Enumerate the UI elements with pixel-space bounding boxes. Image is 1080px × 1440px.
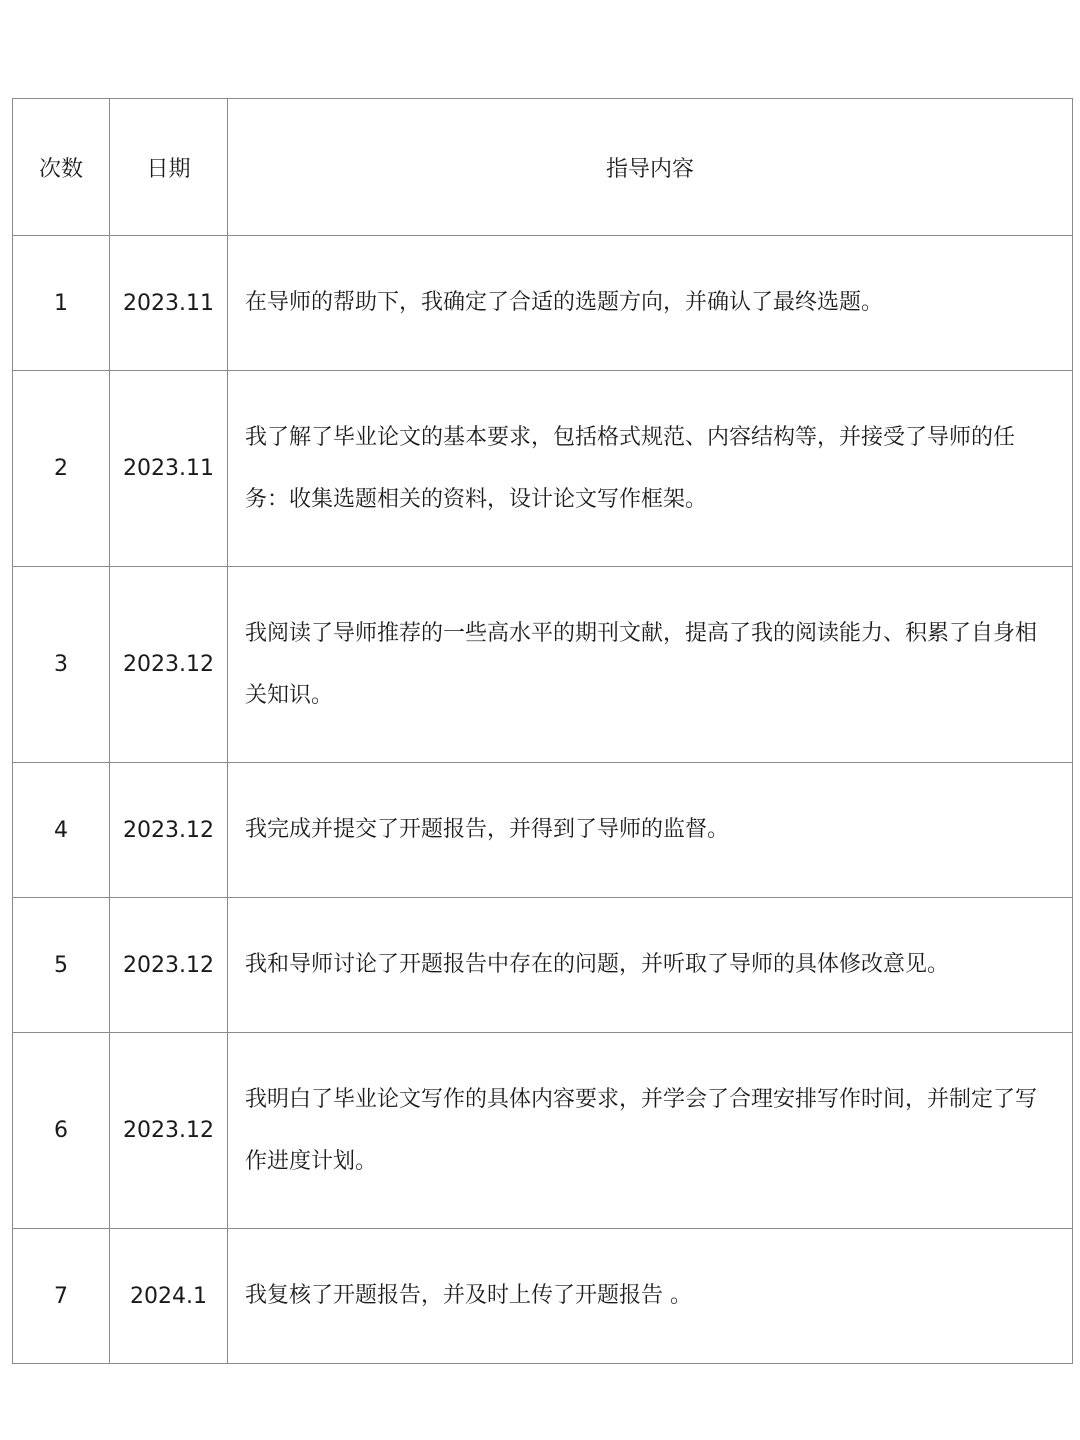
row-index: 6 [13, 1033, 110, 1229]
table-row [13, 763, 1073, 898]
table-row [13, 898, 1073, 1033]
row-index: 1 [13, 236, 110, 371]
row-index: 4 [13, 763, 110, 898]
row-content: 我和导师讨论了开题报告中存在的问题，并听取了导师的具体修改意见。 [228, 898, 1073, 1033]
row-index: 2 [13, 371, 110, 567]
row-date: 2023.12 [110, 898, 228, 1033]
header-index: 次数 [13, 99, 110, 236]
header-date: 日期 [110, 99, 228, 236]
row-index: 5 [13, 898, 110, 1033]
row-date: 2023.12 [110, 567, 228, 763]
row-date: 2023.12 [110, 763, 228, 898]
table-header-row [13, 99, 1073, 236]
table-row [13, 1033, 1073, 1229]
row-date: 2023.11 [110, 236, 228, 371]
table-row [13, 1229, 1073, 1364]
row-index: 3 [13, 567, 110, 763]
row-date: 2023.12 [110, 1033, 228, 1229]
row-content: 我完成并提交了开题报告，并得到了导师的监督。 [228, 763, 1073, 898]
row-index: 7 [13, 1229, 110, 1364]
row-content: 在导师的帮助下，我确定了合适的选题方向，并确认了最终选题。 [228, 236, 1073, 371]
row-date: 2024.1 [110, 1229, 228, 1364]
table-row [13, 236, 1073, 371]
row-content: 我复核了开题报告，并及时上传了开题报告 。 [228, 1229, 1073, 1364]
header-content: 指导内容 [228, 99, 1073, 236]
guidance-record-table [12, 98, 1073, 1364]
row-content: 我了解了毕业论文的基本要求，包括格式规范、内容结构等，并接受了导师的任务：收集选题相关的资料，设计论文写作框架。 [228, 371, 1073, 567]
row-content: 我明白了毕业论文写作的具体内容要求，并学会了合理安排写作时间，并制定了写作进度计划。 [228, 1033, 1073, 1229]
table-row [13, 371, 1073, 567]
row-date: 2023.11 [110, 371, 228, 567]
row-content: 我阅读了导师推荐的一些高水平的期刊文献，提高了我的阅读能力、积累了自身相关知识。 [228, 567, 1073, 763]
table-row [13, 567, 1073, 763]
